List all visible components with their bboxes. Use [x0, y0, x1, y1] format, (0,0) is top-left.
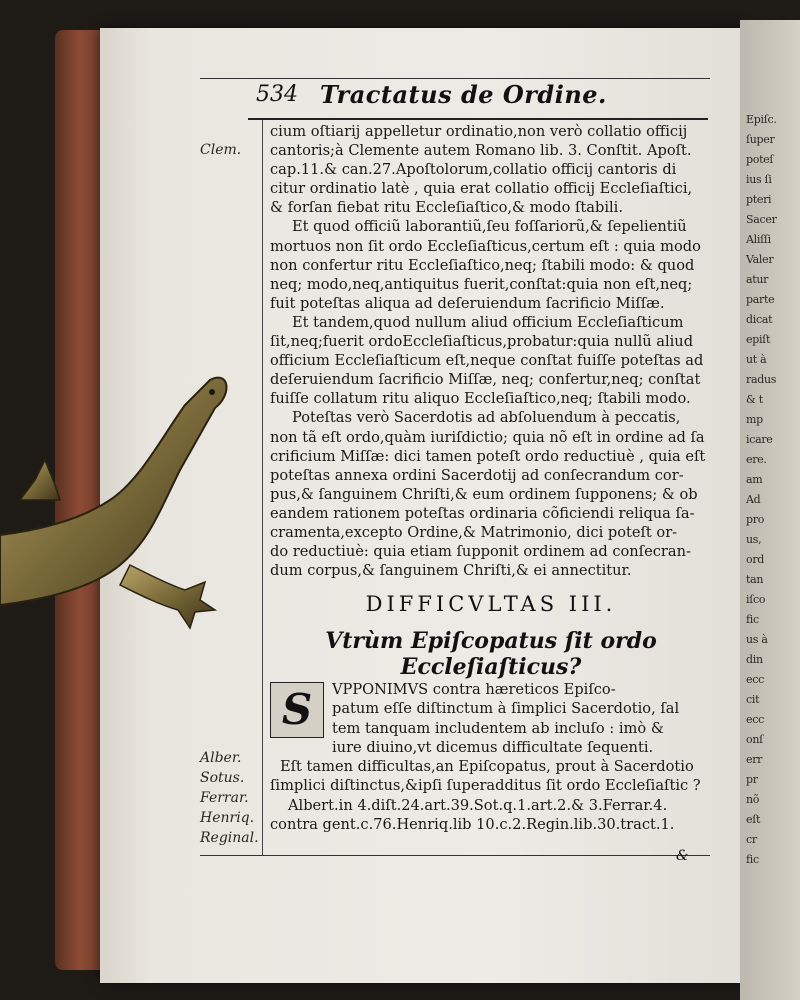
facing-page-line: us à: [746, 633, 768, 646]
text-line: & forſan fiebat ritu Eccleſiaſtico,& modo ſtabili.: [270, 199, 623, 217]
text-line: cium oſtiarij appelletur ordinatio,non verò collatio officij: [270, 123, 688, 140]
facing-page-line: iſco: [746, 593, 766, 606]
facing-page-line: epiſt: [746, 333, 771, 346]
text-line: cap.11.& can.27.Apoſtolorum,collatio officij cantoris di: [270, 161, 677, 179]
facing-page-fragment: [740, 20, 800, 1000]
facing-page-line: ius ſi: [746, 173, 772, 186]
running-title: Tractatus de Ordine.: [320, 80, 607, 109]
facing-page-line: am: [746, 473, 763, 486]
facing-page-line: err: [746, 753, 763, 766]
body-text: [270, 122, 712, 580]
text-line: neq; modo,neq,antiquitus fuerit,conſtat:quia non eſt,neq;: [270, 275, 693, 293]
text-line: VPPONIMVS contra hæreticos Epiſco-: [332, 681, 616, 698]
text-line: pus,& ſanguinem Chriſti,& eum ordinem ſupponens; & ob: [270, 485, 698, 503]
text-line: iure diuino,vt dicemus difficultate ſequenti.: [332, 738, 654, 756]
facing-page-line: cr: [746, 833, 757, 846]
facing-page-line: Ad: [746, 493, 761, 506]
text-line: contra gent.c.76.Henriq.lib 10.c.2.Regin.lib.30.tract.1.: [270, 816, 675, 834]
text-line: cramenta,excepto Ordine,& Matrimonio, dici poteſt or-: [270, 523, 678, 541]
text-line: Eſt tamen difficultas,an Epiſcopatus, prout à Sacerdotio: [280, 758, 694, 776]
text-line: non confertur ritu Eccleſiaſtico,neq; ſtabili modo: & quod: [270, 256, 695, 274]
facing-page-line: parte: [746, 293, 775, 306]
text-line: crificium Miſſæ: dici tamen poteſt ordo reductiuè , quia eſt: [270, 447, 706, 465]
facing-page-line: pteri: [746, 193, 772, 206]
text-line: ſimplici diſtinctus,&ipſi ſuperadditus ſit ordo Eccleſiaſtic ?: [270, 777, 701, 795]
facing-page-line: Epiſc.: [746, 113, 777, 126]
facing-page-line: pr: [746, 773, 758, 786]
margin-note-clem: Clem.: [200, 142, 242, 158]
text-line: dum corpus,& ſanguinem Chriſti,& ei annectitur.: [270, 562, 632, 580]
question-title: Vtrùm Epiſcopatus ſit ordo Eccleſiaſticus?: [325, 628, 657, 680]
facing-page-line: tan: [746, 573, 764, 586]
margin-note-sotus: Sotus.: [200, 770, 245, 786]
facing-page-line: ſuper: [746, 133, 775, 146]
brass-lizard-paperweight: [0, 360, 250, 660]
facing-page-line: nõ: [746, 793, 760, 806]
facing-page-line: mp: [746, 413, 763, 426]
top-rule: [200, 78, 710, 79]
facing-page-line: din: [746, 653, 763, 666]
section-title: DIFFICVLTAS III.: [365, 592, 617, 616]
text-line: fuiſſe collatum ritu aliquo Eccleſiaſtico,neq; ſtabili modo.: [270, 390, 691, 408]
facing-page-line: fic: [746, 853, 759, 866]
facing-page-line: poteſ: [746, 153, 774, 166]
catchword: &: [676, 848, 689, 864]
second-section-text: [270, 680, 712, 834]
bottom-rule: [200, 855, 710, 856]
page-number: 534: [256, 82, 298, 107]
facing-page-line: onſ: [746, 733, 763, 746]
text-line: Et tandem,quod nullum aliud officium Eccleſiaſticum: [292, 313, 684, 331]
facing-page-line: cit: [746, 693, 760, 706]
facing-page-line: dicat: [746, 313, 773, 326]
facing-page-line: & t: [746, 393, 763, 406]
facing-page-line: Aliſſi: [746, 233, 771, 246]
text-line: do reductiuè: quia etiam ſupponit ordinem ad conſecran-: [270, 543, 691, 561]
facing-page-line: eſt: [746, 813, 761, 826]
facing-page-line: pro: [746, 513, 765, 526]
text-line: patum eſſe diſtinctum à ſimplici Sacerdotio, ſal: [332, 700, 680, 718]
margin-note-reginal: Reginal.: [200, 830, 259, 846]
text-line: Albert.in 4.diſt.24.art.39.Sot.q.1.art.2.& 3.Ferrar.4.: [288, 796, 668, 814]
facing-page-line: radus: [746, 373, 777, 386]
facing-page-line: Valer: [746, 253, 774, 266]
text-line: fuit poteſtas aliqua ad deſeruiendum ſacrificio Miſſæ.: [270, 294, 665, 312]
text-line: Poteſtas verò Sacerdotis ad abſoluendum à peccatis,: [292, 409, 681, 427]
facing-page-line: ecc: [746, 673, 764, 686]
facing-page-line: ord: [746, 553, 765, 566]
ornamental-initial: S: [270, 682, 324, 738]
text-line: citur ordinatio latè , quia erat collatio officij Eccleſiaſtici,: [270, 180, 693, 198]
text-line: poteſtas annexa ordini Sacerdotij ad conſecrandum cor-: [270, 466, 684, 484]
text-line: deſeruiendum ſacrificio Miſſæ, neq; confertur,neq; conſtat: [270, 371, 701, 389]
facing-page-line: ere.: [746, 453, 767, 466]
facing-page-line: Sacer: [746, 213, 777, 226]
margin-rule: [262, 120, 263, 855]
margin-note-ferrar: Ferrar.: [200, 790, 249, 806]
text-line: Et quod officiũ laborantiũ,ſeu foſſariorũ,& ſepelientiũ: [292, 218, 687, 236]
facing-page-line: ut à: [746, 353, 767, 366]
facing-page-line: icare: [746, 433, 773, 446]
text-line: non tã eſt ordo,quàm iuriſdictio; quia nõ eſt in ordine ad ſa: [270, 428, 705, 446]
facing-page-line: fic: [746, 613, 759, 626]
margin-note-alber: Alber.: [200, 750, 242, 766]
text-line: officium Eccleſiaſticum eſt,neque conſtat fuiſſe poteſtas ad: [270, 352, 704, 370]
text-line: mortuos non ſit ordo Eccleſiaſticus,certum eſt : quia modo: [270, 237, 701, 255]
facing-page-line: atur: [746, 273, 769, 286]
text-line: ſit,neq;fuerit ordoEccleſiaſticus,probatur:quia nullũ aliud: [270, 333, 694, 351]
text-line: cantoris;à Clemente autem Romano lib. 3. Conſtit. Apoſt.: [270, 142, 692, 160]
text-line: eandem rationem poteſtas ordinaria cõficiendi reliqua ſa-: [270, 504, 695, 522]
page-header: [248, 80, 708, 120]
text-line: tem tanquam includentem ab incluſo : imò &: [332, 719, 664, 737]
margin-note-henriq: Henriq.: [200, 810, 255, 826]
facing-page-line: ecc: [746, 713, 764, 726]
facing-page-line: us,: [746, 533, 762, 546]
